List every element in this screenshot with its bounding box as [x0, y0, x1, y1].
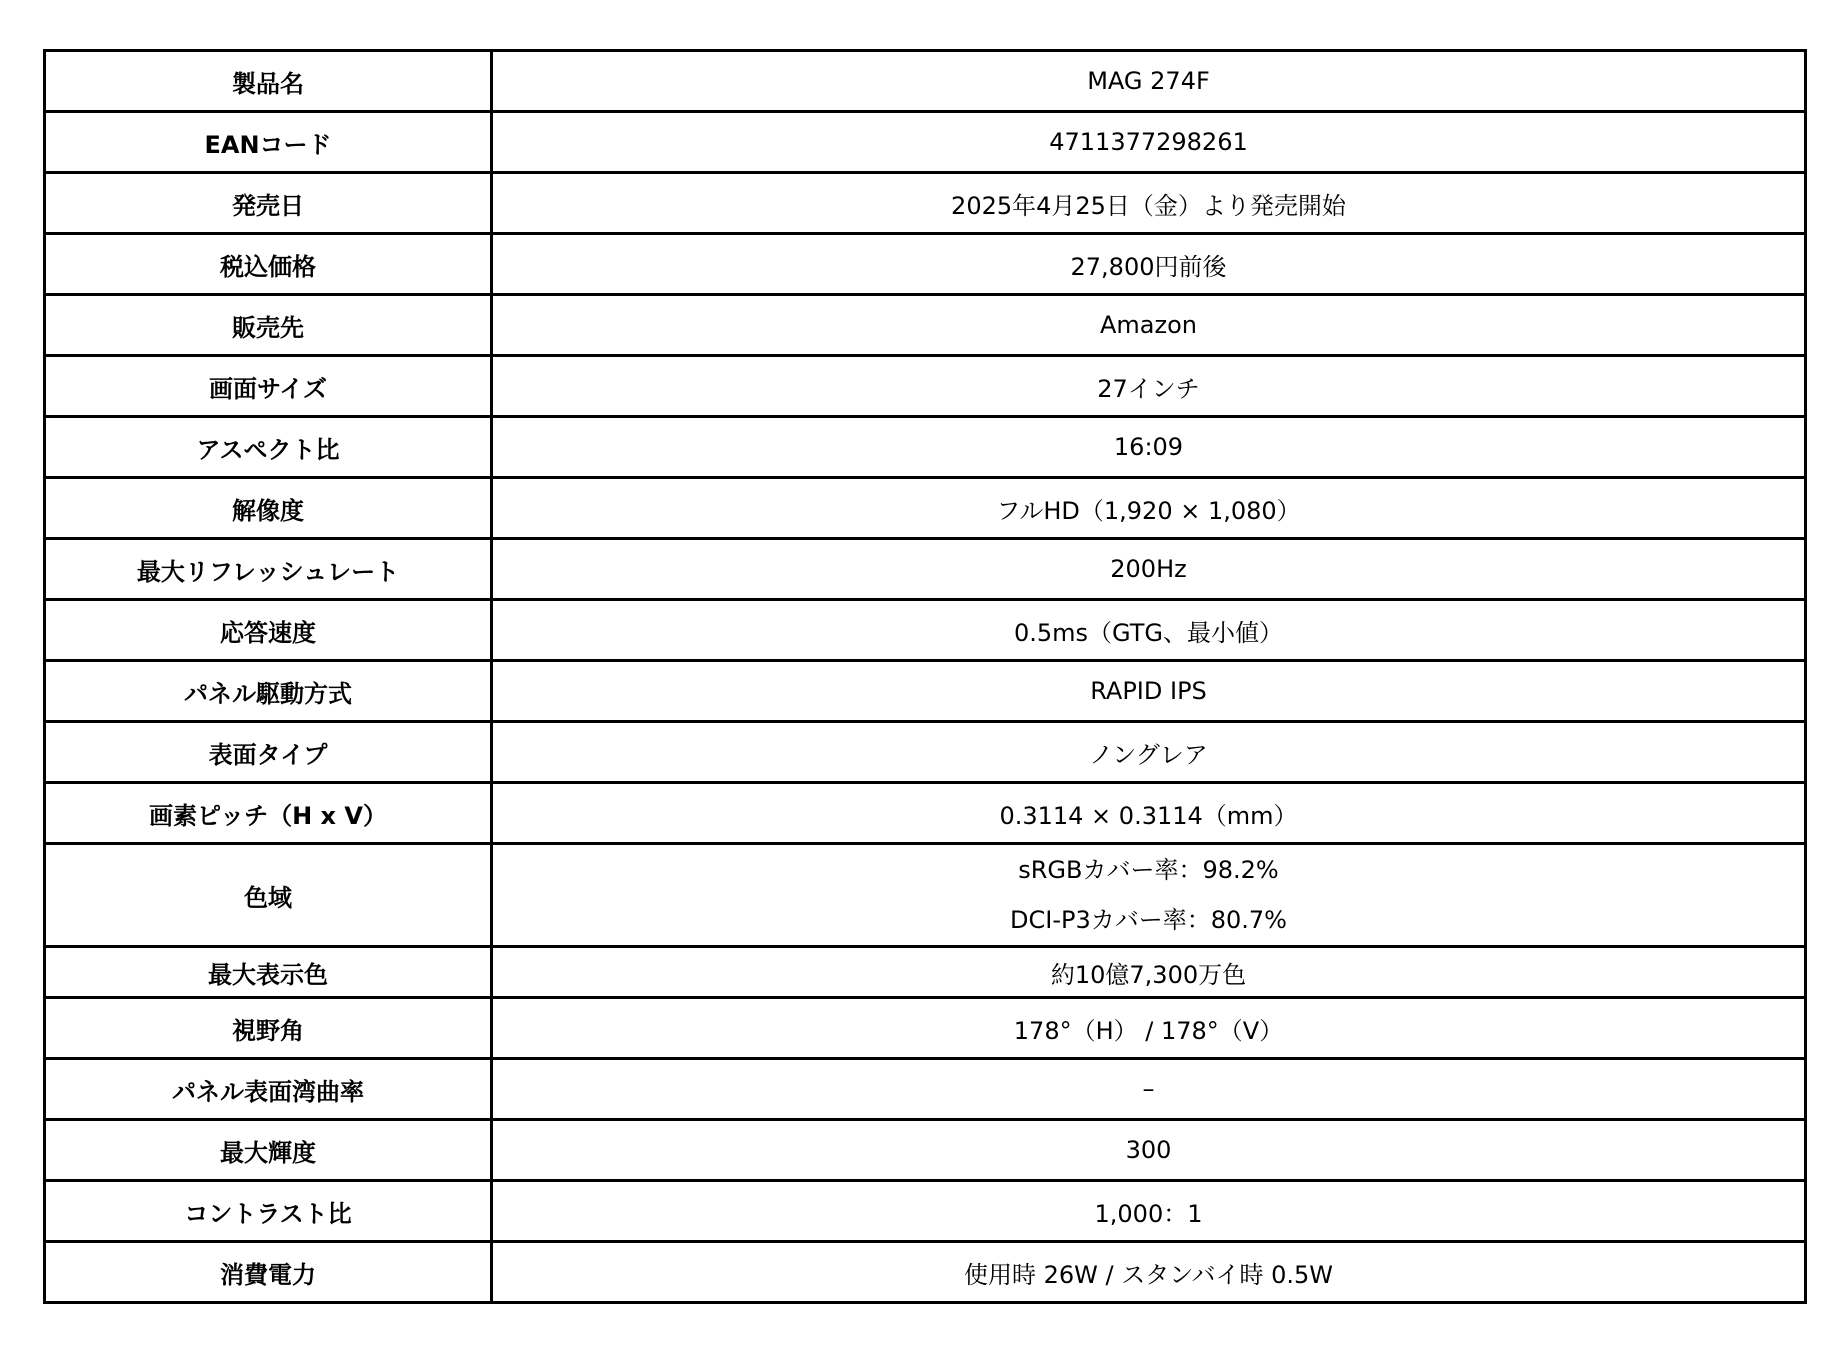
spec-table [43, 49, 1807, 1304]
row-label: 販売先 [45, 295, 492, 356]
row-label: パネル駆動方式 [45, 661, 492, 722]
row-label: 最大輝度 [45, 1120, 492, 1181]
row-value: 0.5ms（GTG、最小値） [492, 600, 1806, 661]
table-row [45, 600, 1806, 661]
row-value: Amazon [492, 295, 1806, 356]
row-label: 発売日 [45, 173, 492, 234]
table-row [45, 998, 1806, 1059]
row-label: アスペクト比 [45, 417, 492, 478]
row-label: 応答速度 [45, 600, 492, 661]
row-label: 最大表示色 [45, 947, 492, 998]
row-label: 製品名 [45, 51, 492, 112]
row-value: フルHD（1,920 × 1,080） [492, 478, 1806, 539]
row-value: 0.3114 × 0.3114（mm） [492, 783, 1806, 844]
row-value: 2025年4月25日（金）より発売開始 [492, 173, 1806, 234]
table-row [45, 51, 1806, 112]
row-label: 画面サイズ [45, 356, 492, 417]
row-label: 消費電力 [45, 1242, 492, 1303]
row-value: RAPID IPS [492, 661, 1806, 722]
row-value: 178°（H） / 178°（V） [492, 998, 1806, 1059]
table-row [45, 173, 1806, 234]
table-row [45, 295, 1806, 356]
table-row [45, 1181, 1806, 1242]
table-row [45, 417, 1806, 478]
row-label: 解像度 [45, 478, 492, 539]
table-row [45, 234, 1806, 295]
table-row [45, 112, 1806, 173]
table-row [45, 1242, 1806, 1303]
table-row [45, 844, 1806, 947]
table-row [45, 1059, 1806, 1120]
table-row [45, 722, 1806, 783]
row-value: 16:09 [492, 417, 1806, 478]
row-value: MAG 274F [492, 51, 1806, 112]
row-label: パネル表面湾曲率 [45, 1059, 492, 1120]
row-value: 使用時 26W / スタンバイ時 0.5W [492, 1242, 1806, 1303]
row-value: ノングレア [492, 722, 1806, 783]
row-value [492, 844, 1806, 947]
row-value: 約10億7,300万色 [492, 947, 1806, 998]
row-value-line: sRGBカバー率：98.2% [1018, 856, 1279, 884]
row-label: 画素ピッチ（H x V） [45, 783, 492, 844]
row-label: 最大リフレッシュレート [45, 539, 492, 600]
row-value: – [492, 1059, 1806, 1120]
table-row [45, 783, 1806, 844]
table-row [45, 1120, 1806, 1181]
row-value-line: DCI-P3カバー率：80.7% [1010, 906, 1287, 934]
spec-table-body [45, 51, 1806, 1303]
table-row [45, 356, 1806, 417]
row-label: 色域 [45, 844, 492, 947]
row-label: コントラスト比 [45, 1181, 492, 1242]
table-row [45, 947, 1806, 998]
row-value: 200Hz [492, 539, 1806, 600]
row-label: 表面タイプ [45, 722, 492, 783]
table-row [45, 539, 1806, 600]
row-value: 27,800円前後 [492, 234, 1806, 295]
row-label: EANコード [45, 112, 492, 173]
row-value: 27インチ [492, 356, 1806, 417]
row-value: 4711377298261 [492, 112, 1806, 173]
row-value: 300 [492, 1120, 1806, 1181]
table-row [45, 478, 1806, 539]
table-row [45, 661, 1806, 722]
row-label: 視野角 [45, 998, 492, 1059]
row-value: 1,000：1 [492, 1181, 1806, 1242]
row-label: 税込価格 [45, 234, 492, 295]
